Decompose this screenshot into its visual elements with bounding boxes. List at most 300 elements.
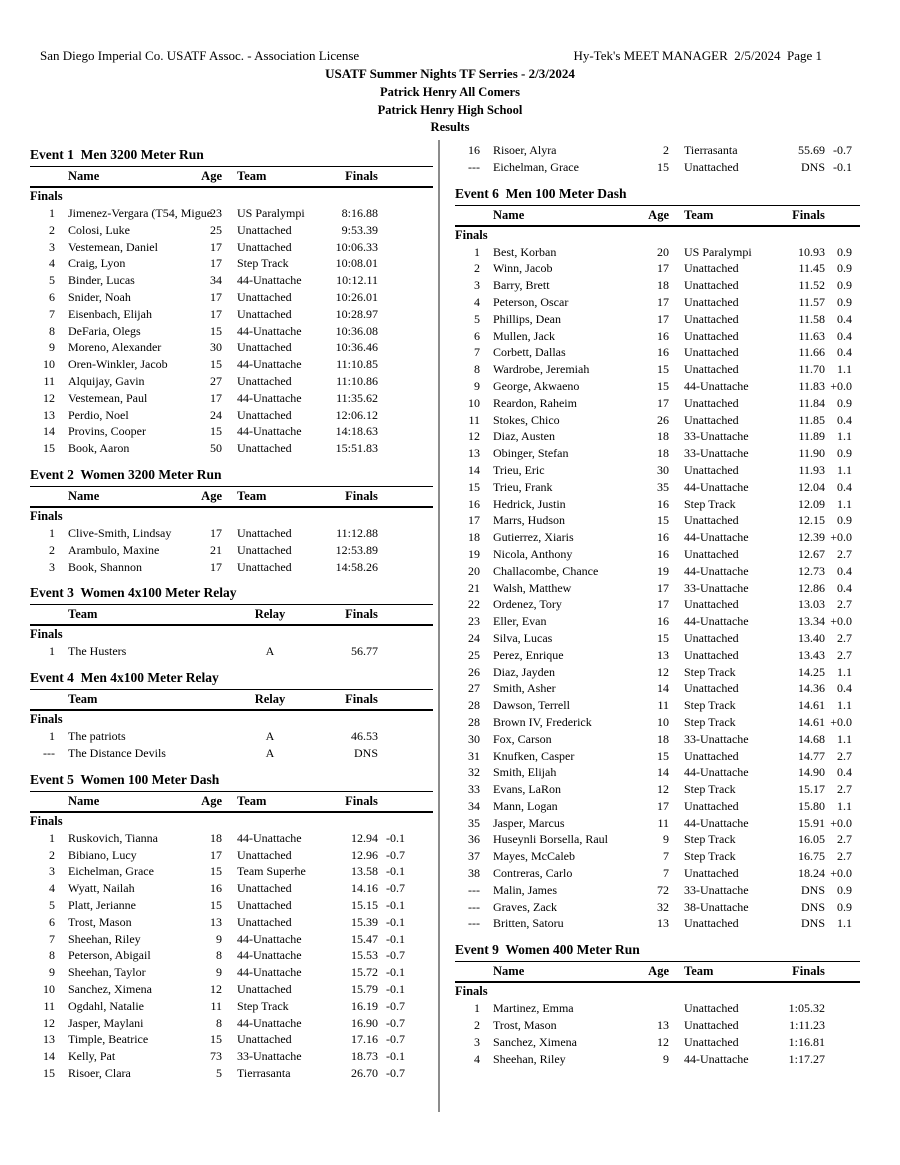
athlete-name-cell: Mann, Logan [493,798,558,813]
wind-cell: -0.1 [386,914,405,929]
wind-cell [378,440,405,457]
place-cell: 17 [468,513,480,528]
place-cell: --- [43,745,55,760]
age-cell: 16 [657,546,669,561]
event-title: Event 1 Men 3200 Meter Run [30,147,204,162]
wind-cell [378,745,405,762]
place-cell: 13 [43,1032,55,1047]
column-header-name: Name [493,207,525,222]
finals-time-cell: 14.61 [798,714,825,729]
wind-cell: -0.1 [386,864,405,879]
place-cell: 16 [468,496,480,511]
place-cell: 9 [474,378,480,393]
result-row [455,731,860,748]
athlete-name-cell: Dawson, Terrell [493,698,570,713]
athlete-name-cell: Smith, Elijah [493,765,557,780]
athlete-name-cell: Colosi, Luke [68,222,130,237]
wind-cell: 2.7 [837,782,852,797]
finals-time-cell: 15.79 [351,981,378,996]
athlete-name-cell: Kelly, Pat [68,1049,116,1064]
team-cell: 33-Unattache [684,580,749,595]
wind-cell: +0.0 [830,714,852,729]
wind-cell: -0.7 [386,881,405,896]
athlete-name-cell: Jasper, Maylani [68,1015,144,1030]
finals-time-cell: 26.70 [351,1065,378,1080]
wind-cell: -0.1 [386,1049,405,1064]
finals-time-cell: 1:16.81 [788,1034,825,1049]
wind-cell: 0.9 [837,244,852,259]
age-cell: 34 [210,273,222,288]
place-cell: 7 [49,931,55,946]
age-cell: 18 [210,830,222,845]
place-cell: 18 [468,530,480,545]
athlete-name-cell: Alquijay, Gavin [68,373,145,388]
finals-time-cell: 11.93 [798,462,825,477]
results-table-header [455,961,860,983]
column-header-team: Team [684,207,714,222]
finals-time-cell: 13.03 [798,597,825,612]
place-cell: 31 [468,748,480,763]
column-header-team: Team [68,692,98,707]
age-cell: 26 [657,412,669,427]
age-cell: 18 [657,278,669,293]
athlete-name-cell: Phillips, Dean [493,311,561,326]
place-cell: 12 [43,390,55,405]
wind-cell: -0.1 [386,965,405,980]
wind-cell: 0.9 [837,882,852,897]
program-info: Hy-Tek's MEET MANAGER 2/5/2024 Page 1 [573,48,822,63]
finals-time-cell: 12.39 [798,530,825,545]
event-section [30,669,433,762]
athlete-name-cell: Mullen, Jack [493,328,555,343]
team-cell: 44-Unattache [684,765,749,780]
athlete-name-cell: Wyatt, Nailah [68,881,135,896]
finals-time-cell: 10:12.11 [336,273,378,288]
team-cell: Step Track [684,849,736,864]
result-row [30,205,433,222]
column-header-finals: Finals [345,169,378,183]
age-cell: 2 [663,143,669,157]
finals-time-cell: 11.84 [798,395,825,410]
result-row [455,680,860,697]
team-cell: Unattached [684,916,739,931]
place-cell: 1 [474,1001,480,1016]
column-header-age: Age [201,169,222,183]
place-cell: 2 [49,847,55,862]
athlete-name-cell: Diaz, Jayden [493,664,555,679]
event-title: Event 2 Women 3200 Meter Run [30,466,222,482]
result-row [455,748,860,765]
place-cell: 6 [49,289,55,304]
athlete-name-cell: Britten, Satoru [493,916,564,931]
event-section [455,142,860,176]
athlete-name-cell: George, Akwaeno [493,378,580,393]
finals-time-cell: 15.15 [351,897,378,912]
athlete-name-cell: Huseynli Borsella, Raul [493,832,608,847]
finals-time-cell: 1:17.27 [788,1051,825,1066]
column-header-age: Age [648,964,669,979]
wind-cell: 0.4 [837,412,852,427]
result-row [455,865,860,882]
age-cell: 19 [657,563,669,578]
team-cell: Unattached [684,294,739,309]
age-cell: 12 [657,782,669,797]
wind-cell: 0.9 [837,261,852,276]
team-cell: Unattached [684,311,739,326]
place-cell: 14 [43,1049,55,1064]
results-table-header [30,791,433,813]
wind-cell [378,728,405,745]
result-row [455,546,860,563]
age-cell: 17 [657,798,669,813]
athlete-name-cell: Trieu, Frank [493,479,553,494]
result-row [455,580,860,597]
result-row [455,899,860,916]
place-cell: 28 [468,698,480,713]
finals-time-cell: 14.77 [798,748,825,763]
result-row [455,1000,860,1017]
column-header-team: Team [68,607,98,622]
result-row [30,423,433,440]
wind-cell: 2.7 [837,849,852,864]
age-cell: 16 [657,328,669,343]
team-cell: Unattached [237,847,292,862]
team-cell: Unattached [684,798,739,813]
athlete-name-cell: Challacombe, Chance [493,563,599,578]
result-row [30,559,433,576]
meet-title: USATF Summer Nights TF Serries - 2/3/2024 [325,66,575,81]
result-row [30,1015,433,1032]
place-cell: 7 [474,345,480,360]
results-table-header [30,689,433,711]
athlete-name-cell: Jasper, Marcus [493,815,565,830]
athlete-name-cell: Oren-Winkler, Jacob [68,357,168,372]
result-row [30,1031,433,1048]
team-cell: 44-Unattache [684,815,749,830]
place-cell: 19 [468,546,480,561]
age-cell: 73 [210,1049,222,1064]
athlete-name-cell: Timple, Beatrice [68,1032,149,1047]
athlete-name-cell: Knufken, Casper [493,748,575,763]
place-cell: 13 [43,407,55,422]
age-cell: 24 [210,407,222,422]
wind-cell [378,306,405,323]
wind-cell: 0.4 [837,765,852,780]
wind-cell: +0.0 [830,378,852,393]
place-cell: 10 [43,981,55,996]
team-cell: 33-Unattache [684,446,749,461]
place-cell: 1 [49,206,55,220]
finals-time-cell: DNS [800,916,825,931]
finals-section-label: Finals [30,712,63,727]
result-row [455,1034,860,1051]
finals-time-cell: 10:06.33 [335,239,378,254]
athlete-name-cell: Nicola, Anthony [493,546,573,561]
finals-time-cell: 11.66 [798,345,825,360]
team-cell: Unattached [684,597,739,612]
result-row [455,311,860,328]
column-header-team: Team [684,964,714,979]
age-cell: 12 [657,664,669,679]
finals-time-cell: DNS [353,745,378,760]
wind-cell: 2.7 [837,748,852,763]
place-cell: 11 [468,412,480,427]
athlete-name-cell: Martinez, Emma [493,1001,574,1016]
result-row [30,931,433,948]
place-cell: 16 [468,143,480,157]
age-cell: 17 [210,559,222,574]
finals-time-cell: 16.19 [351,998,378,1013]
place-cell: 3 [474,278,480,293]
place-cell: 37 [468,849,480,864]
result-row [455,1017,860,1034]
finals-time-cell: 1:11.23 [789,1018,825,1033]
wind-cell: 1.1 [837,462,852,477]
column-header-relay: Relay [254,607,286,622]
athlete-name-cell: Craig, Lyon [68,256,126,271]
age-cell: 16 [210,881,222,896]
wind-cell: 2.7 [837,832,852,847]
wind-cell [378,239,405,256]
place-cell: 23 [468,614,480,629]
age-cell: 12 [210,981,222,996]
results-table-header [30,486,433,508]
header-spacer [30,792,55,811]
wind-cell: 0.9 [837,395,852,410]
column-header-team: Team [237,169,267,183]
wind-cell: 0.9 [837,513,852,528]
finals-time-cell: 12.15 [798,513,825,528]
place-cell: 15 [43,1065,55,1080]
finals-time-cell: 15.53 [351,948,378,963]
team-cell: Tierrasanta [684,143,738,157]
athlete-name-cell: Sheehan, Riley [68,931,141,946]
team-cell: Step Track [684,664,736,679]
wind-cell [378,272,405,289]
header-spacer [455,962,480,981]
wind-cell [378,525,405,542]
finals-section-label: Finals [30,813,63,828]
header-spacer [192,605,222,624]
relay-result-row [30,745,433,762]
athlete-name-cell: Gutierrez, Xiaris [493,530,574,545]
result-row [455,529,860,546]
finals-time-cell: 56.77 [351,644,378,659]
age-cell: 13 [657,647,669,662]
athlete-name-cell: Malin, James [493,882,557,897]
result-row [30,272,433,289]
age-cell: 17 [657,395,669,410]
age-cell: 12 [657,1034,669,1049]
athlete-name-cell: Arambulo, Maxine [68,542,160,557]
place-cell: 5 [49,897,55,912]
place-cell: 13 [468,446,480,461]
team-cell: Unattached [237,306,292,321]
place-cell: 36 [468,832,480,847]
team-cell: 44-Unattache [684,614,749,629]
event-section [455,941,860,1067]
age-cell: 17 [210,525,222,540]
age-cell: 15 [657,513,669,528]
athlete-name-cell: Eller, Evan [493,614,547,629]
athlete-name-cell: Diaz, Austen [493,429,555,444]
age-cell: 15 [210,424,222,439]
finals-time-cell: 11.90 [798,446,825,461]
result-row [30,847,433,864]
result-row [455,479,860,496]
team-cell: Step Track [684,714,736,729]
age-cell: 17 [657,294,669,309]
finals-time-cell: 46.53 [351,729,378,744]
team-cell: Unattached [684,328,739,343]
result-row [30,525,433,542]
team-cell: 33-Unattache [684,882,749,897]
result-row [30,947,433,964]
place-cell: 5 [474,311,480,326]
team-cell: Team Superhe [237,864,306,879]
wind-cell: 0.4 [837,311,852,326]
team-cell: Step Track [237,998,289,1013]
finals-time-cell: 11:10.85 [336,357,378,372]
finals-time-cell: 11:12.88 [336,525,378,540]
athlete-name-cell: Peterson, Oscar [493,294,569,309]
wind-cell: 0.4 [837,328,852,343]
athlete-name-cell: Eisenbach, Elijah [68,306,152,321]
place-cell: 20 [468,563,480,578]
place-cell: 3 [474,1034,480,1049]
age-cell: 35 [657,479,669,494]
athlete-name-cell: Eichelman, Grace [68,864,154,879]
age-cell: 15 [210,357,222,372]
team-cell: 44-Unattache [237,830,302,845]
wind-cell [825,1000,852,1017]
athlete-name-cell: Platt, Jerianne [68,897,136,912]
result-row [455,882,860,899]
result-row [30,323,433,340]
age-cell: 7 [663,866,669,881]
column-header-finals: Finals [792,207,825,222]
age-cell: 20 [657,244,669,259]
team-cell: Unattached [237,525,292,540]
age-cell: 15 [657,378,669,393]
finals-time-cell: 13.43 [798,647,825,662]
age-cell: 11 [657,698,669,713]
result-row [455,697,860,714]
place-cell: 2 [49,222,55,237]
wind-cell: 2.7 [837,597,852,612]
finals-time-cell: 13.58 [351,864,378,879]
relay-team-cell: The Husters [68,644,127,659]
finals-time-cell: 12.96 [351,847,378,862]
relay-letter-cell: A [265,745,275,760]
place-cell: 12 [43,1015,55,1030]
finals-time-cell: 18.24 [798,866,825,881]
athlete-name-cell: Stokes, Chico [493,412,560,427]
athlete-name-cell: Perdio, Noel [68,407,129,422]
age-cell: 17 [657,261,669,276]
wind-cell [378,542,405,559]
team-cell: Unattached [237,407,292,422]
result-row [455,596,860,613]
age-cell: 32 [657,899,669,914]
place-cell: 9 [49,340,55,355]
wind-cell: 0.4 [837,563,852,578]
wind-cell: +0.0 [830,530,852,545]
column-header-age: Age [648,207,669,222]
age-cell: 23 [210,206,222,220]
team-cell: Unattached [684,159,739,174]
age-cell: 14 [657,681,669,696]
age-cell: 18 [657,731,669,746]
result-row [455,260,860,277]
finals-time-cell: 12.09 [798,496,825,511]
place-cell: 10 [43,357,55,372]
age-cell: 7 [663,849,669,864]
team-cell: Unattached [237,881,292,896]
wind-cell: -0.1 [833,159,852,174]
finals-time-cell: 55.69 [798,143,825,157]
age-cell: 25 [210,222,222,237]
place-cell: 1 [49,525,55,540]
wind-cell: -0.7 [386,1032,405,1047]
place-cell: 4 [474,1051,480,1066]
age-cell: 16 [657,614,669,629]
wind-cell [378,390,405,407]
wind-cell [378,289,405,306]
athlete-name-cell: Sheehan, Riley [493,1051,566,1066]
place-cell: 22 [468,597,480,612]
athlete-name-cell: Walsh, Matthew [493,580,572,595]
event-section [30,466,433,575]
place-cell: 8 [474,362,480,377]
team-cell: 44-Unattache [684,530,749,545]
finals-time-cell: 14.16 [351,881,378,896]
finals-time-cell: 15.17 [798,782,825,797]
result-row [455,798,860,815]
header-spacer [30,605,55,624]
athlete-name-cell: Vestemean, Daniel [68,239,158,254]
wind-cell [825,1034,852,1051]
place-cell: 10 [468,395,480,410]
wind-cell [825,1017,852,1034]
result-row [30,863,433,880]
athlete-name-cell: Bibiano, Lucy [68,847,137,862]
wind-cell: 1.1 [837,496,852,511]
team-cell: Unattached [684,681,739,696]
finals-time-cell: 15.47 [351,931,378,946]
place-cell: 1 [49,830,55,845]
age-cell: 15 [657,748,669,763]
finals-time-cell: 11.52 [798,278,825,293]
wind-cell: 0.9 [837,278,852,293]
column-header-age: Age [201,793,222,808]
column-header-finals: Finals [345,607,378,622]
wind-cell: 2.7 [837,647,852,662]
wind-cell: 0.4 [837,479,852,494]
column-header-name: Name [68,488,100,503]
result-row [455,294,860,311]
column-header-finals: Finals [345,488,378,503]
result-row [455,781,860,798]
team-cell: 33-Unattache [684,731,749,746]
team-cell: US Paralympi [684,244,752,259]
age-cell: 15 [210,323,222,338]
wind-cell: -0.1 [386,981,405,996]
team-cell: Unattached [684,362,739,377]
team-cell: Step Track [684,782,736,797]
result-row [455,664,860,681]
team-cell: Unattached [684,546,739,561]
